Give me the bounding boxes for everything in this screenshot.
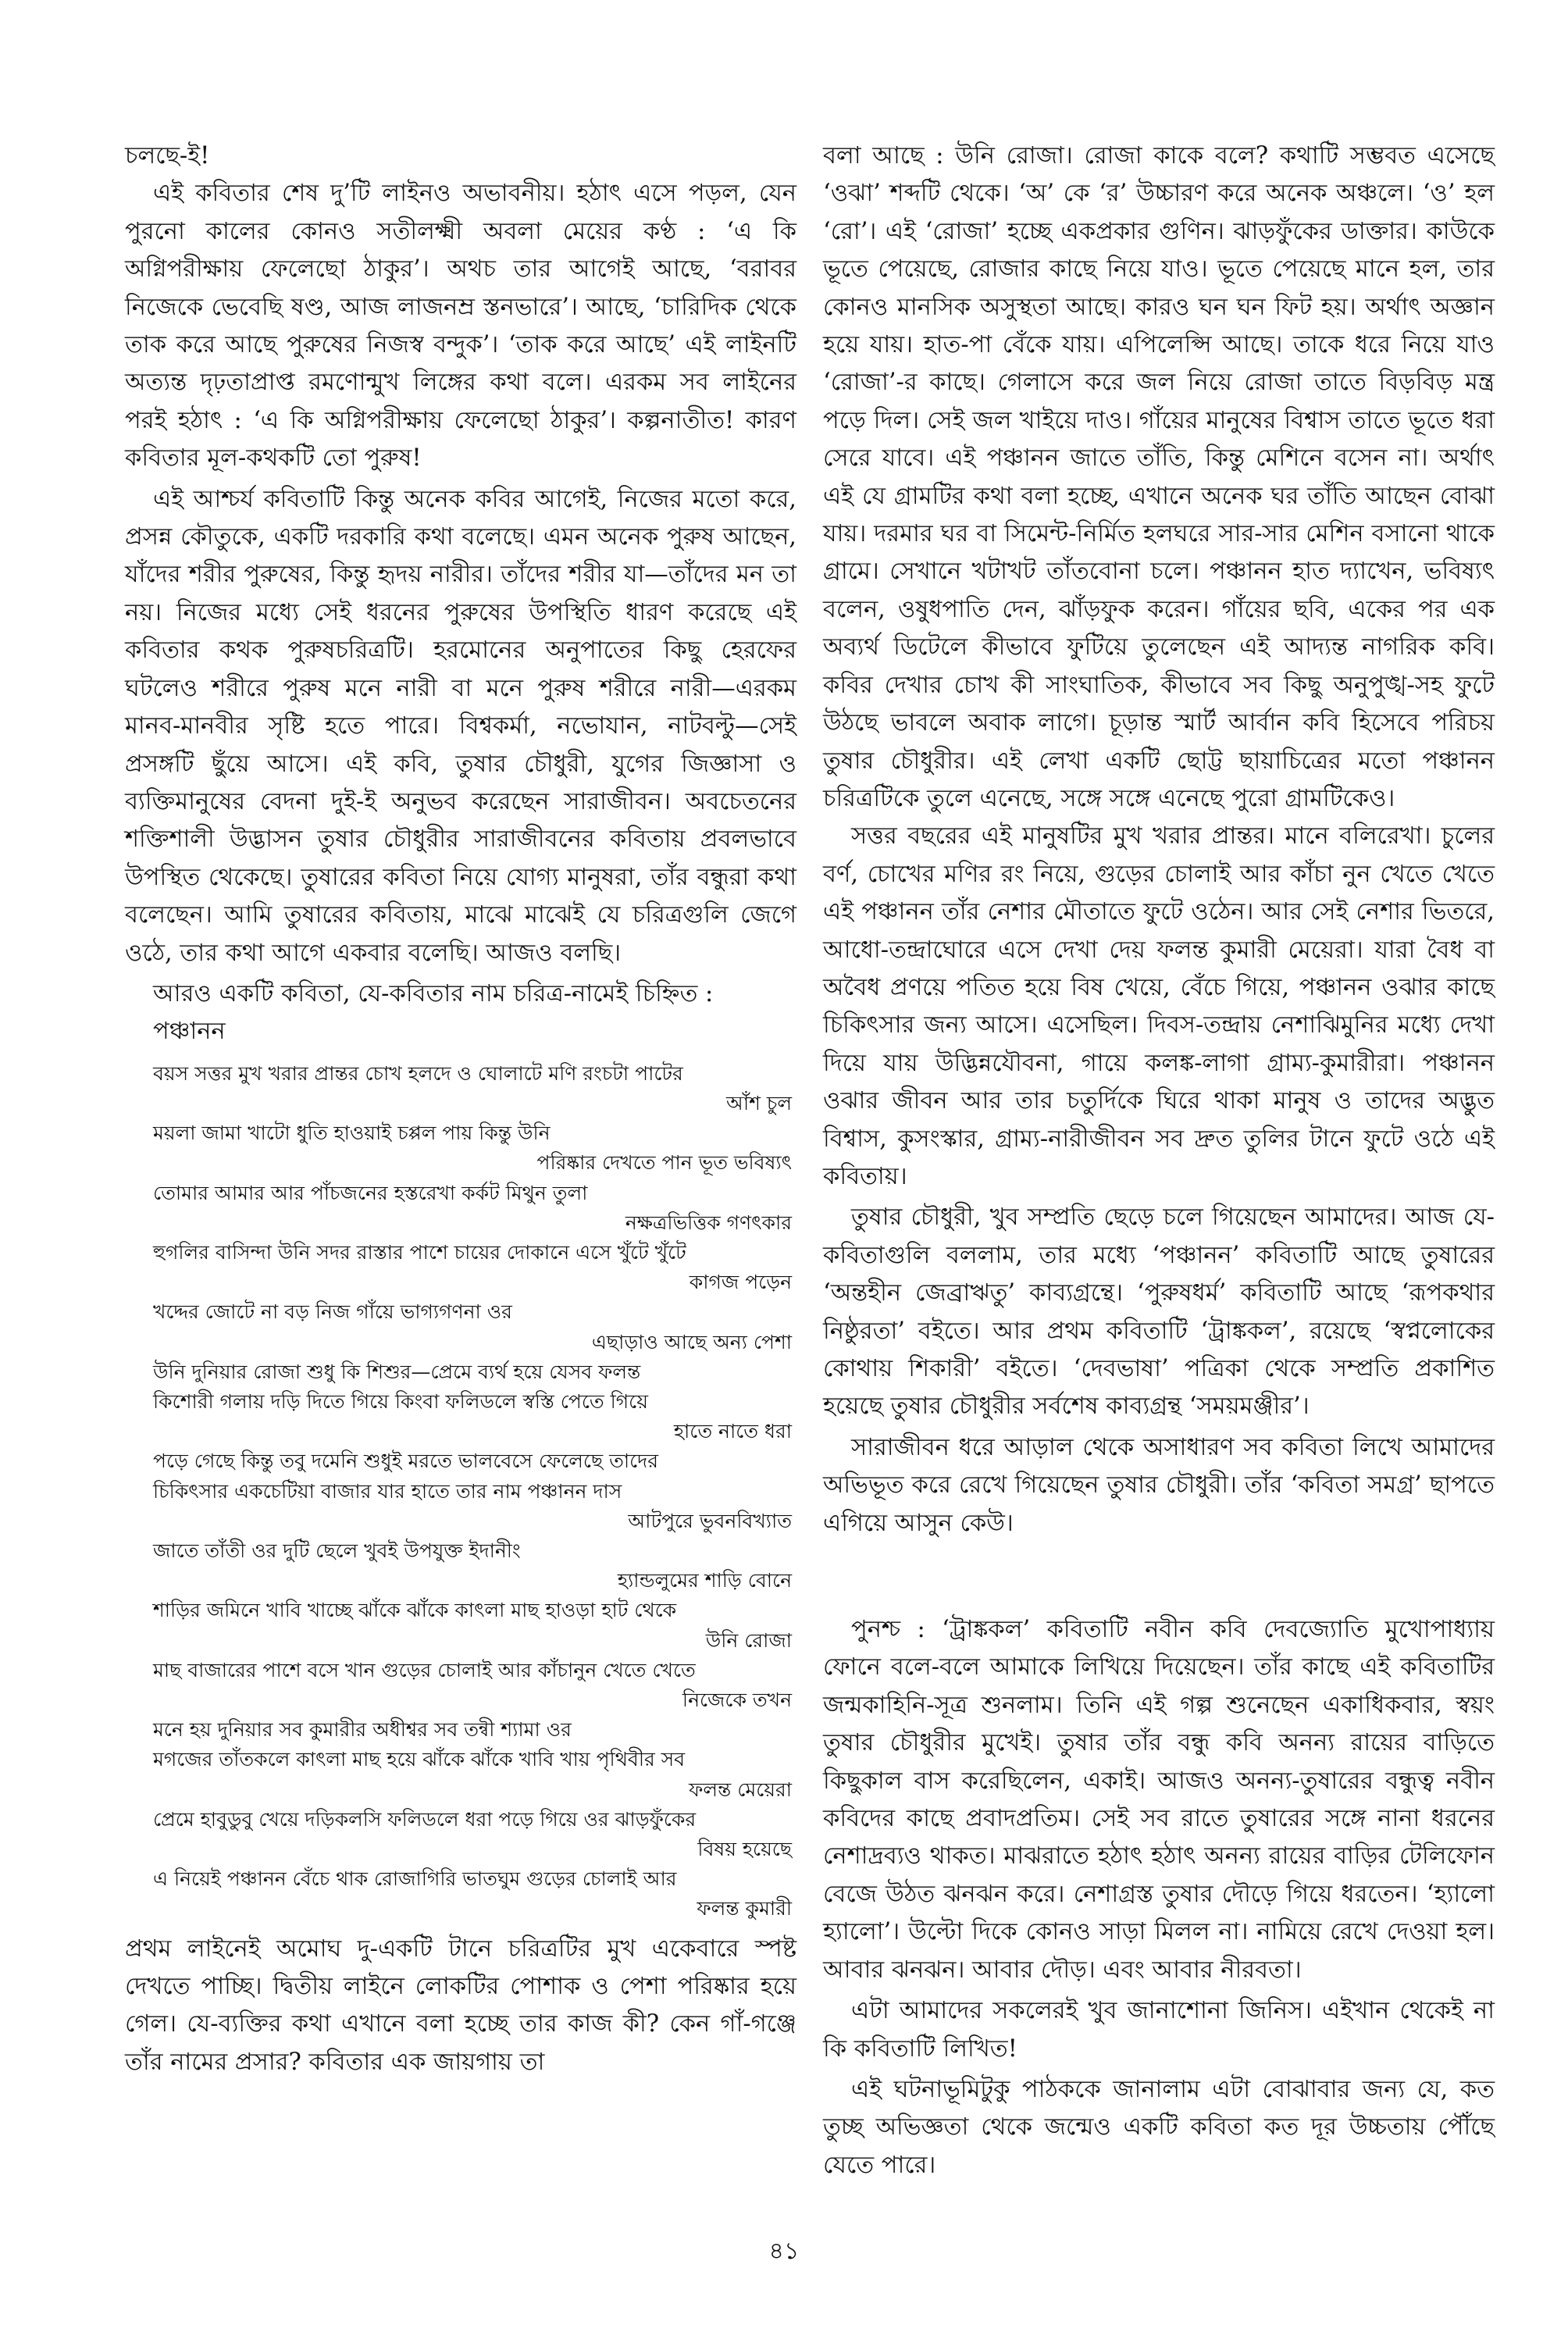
poem-line: এছাড়াও আছে অন্য পেশা xyxy=(591,1330,792,1353)
poem-line: মাছ বাজারের পাশে বসে খান গুড়ের চোলাই আর কাঁচানুন খেতে খেতে xyxy=(153,1658,696,1681)
poem-line: তোমার আমার আর পাঁচজনের হস্তরেখা কর্কট মিথুন তুলা xyxy=(153,1181,588,1204)
prose-paragraph: সারাজীবন ধরে আড়াল থেকে অসাধারণ সব কবিতা লিখে আমাদের অভিভূত করে রেখে গিয়েছেন তুষার চৌধুরী। তাঁর ‘কবিতা সমগ্র’ ছাপতে এগিয়ে আসুন কেউ। xyxy=(823,1433,1495,1537)
postscript-paragraph: এটা আমাদের সকলেরই খুব জানাশোনা জিনিস। এইখান থেকেই না কি কবিতাটি লিখিত! xyxy=(823,1997,1495,2063)
poem-line: বয়স সত্তর মুখ খরার প্রান্তর চোখ হলদে ও ঘোলাটে মণি রংচটা পাটের xyxy=(153,1061,683,1085)
poem-line: হুগলির বাসিন্দা উনি সদর রাস্তার পাশে চায়ের দোকানে এসে খুঁটে খুঁটে xyxy=(153,1240,686,1264)
prose-paragraph: প্রথম লাইনেই অমোঘ দু-একটি টানে চরিত্রটির মুখ একেবারে স্পষ্ট দেখতে পাচ্ছি। দ্বিতীয় লাইনে লোকটির পোশাক ও পেশা পরিষ্কার হয়ে গেল। যে-ব্যক্তির কথা এখানে বলা হচ্ছে তার কাজ কী? কেন গাঁ-গঞ্জে তাঁর নামের প্রসার? কবিতার এক জায়গায় তা xyxy=(125,1935,796,2076)
prose-paragraph: বলা আছে : উনি রোজা। রোজা কাকে বলে? কথাটি সম্ভবত এসেছে ‘ওঝা’ শব্দটি থেকে। ‘অ’ কে ‘র’ উচ্চারণ করে অনেক অঞ্চলে। ‘ও’ হল ‘রো’। এই ‘রোজা’ হচ্ছে একপ্রকার গুণিন। ঝাড়ফুঁকের ডাক্তার। কাউকে ভূতে পেয়েছে, রোজার কাছে নিয়ে যাও। ভূতে পেয়েছে মানে হল, তার কোনও মানসিক অসুস্থতা আছে। কারও ঘন ঘন ফিট হয়। অর্থাৎ অজ্ঞান হয়ে যায়। হাত-পা বেঁকে যায়। এপিলেপ্সি আছে। তাকে ধরে নিয়ে যাও ‘রোজা’-র কাছে। গেলাসে করে জল নিয়ে রোজা তাতে বিড়বিড় মন্ত্র পড়ে দিল। সেই জল খাইয়ে দাও। গাঁয়ের মানুষের বিশ্বাস তাতে ভূতে ধরা সেরে যাবে। এই পঞ্চানন জাতে তাঁতি, কিন্তু মেশিনে বসেন না। অর্থাৎ এই যে গ্রামটির কথা বলা হচ্ছে, এখানে অনেক ঘর তাঁতি আছেন বোঝা যায়। দরমার ঘর বা সিমেন্ট-নির্মিত হলঘরে সার-সার মেশিন বসানো থাকে গ্রামে। সেখানে খটাখট তাঁতবোনা চলে। পঞ্চানন হাত দ্যাখেন, ভবিষ্যৎ বলেন, ওষুধপাতি দেন, ঝাঁড়ফুক করেন। গাঁয়ের ছবি, একের পর এক অব্যর্থ ডিটেলে কীভাবে ফুটিয়ে তুলেছেন এই আদ্যন্ত নাগরিক কবি। কবির দেখার চোখ কী সাংঘাতিক, কীভাবে সব কিছু অনুপুঙ্খ-সহ ফুটে উঠছে ভাবলে অবাক লাগে। চূড়ান্ত স্মার্ট আর্বান কবি হিসেবে পরিচয় তুষার চৌধুরীর। এই লেখা একটি ছোট্ট ছায়াচিত্রের মতো পঞ্চানন চরিত্রটিকে তুলে এনেছে, সঙ্গে সঙ্গে এনেছে পুরো গ্রামটিকেও। xyxy=(823,142,1495,812)
prose-paragraph: তুষার চৌধুরী, খুব সম্প্রতি ছেড়ে চলে গিয়েছেন আমাদের। আজ যে-কবিতাগুলি বললাম, তার মধ্যে ‘পঞ্চানন’ কবিতাটি আছে তুষারের ‘অন্তহীন জেব্রাঋতু’ কাব্যগ্রন্থে। ‘পুরুষধর্ম’ কবিতাটি আছে ‘রূপকথার নিষ্ঠুরতা’ বইতে। আর প্রথম কবিতাটি ‘ট্রাঙ্ককল’, রয়েছে ‘স্বপ্নলোকের কোথায় শিকারী’ বইতে। ‘দেবভাষা’ পত্রিকা থেকে সম্প্রতি প্রকাশিত হয়েছে তুষার চৌধুরীর সর্বশেষ কাব্যগ্রন্থ ‘সময়মঞ্জীর’। xyxy=(823,1204,1495,1421)
poem-line: মনে হয় দুনিয়ার সব কুমারীর অধীশ্বর সব তন্বী শ্যামা ওর xyxy=(153,1718,572,1742)
poem-line: হাতে নাতে ধরা xyxy=(673,1420,792,1443)
poem-line: আটপুরে ভুবনবিখ্যাত xyxy=(628,1509,792,1532)
page-number: ৪১ xyxy=(768,2238,800,2265)
prose-paragraph: চলছে-ই! xyxy=(125,142,210,169)
poem-intro: আরও একটি কবিতা, যে-কবিতার নাম চরিত্র-নামেই চিহ্নিত : xyxy=(153,979,714,1007)
poem-line: ময়লা জামা খাটো ধুতি হাওয়াই চপ্পল পায় কিন্তু উনি xyxy=(153,1122,551,1145)
poem-line: কিশোরী গলায় দড়ি দিতে গিয়ে কিংবা ফলিডলে স্বস্তি পেতে গিয়ে xyxy=(153,1389,648,1413)
poem-line: নিজেকে তখন xyxy=(682,1689,792,1712)
poem-line: হ্যান্ডলুমের শাড়ি বোনে xyxy=(617,1569,792,1592)
poem-title: পঞ্চানন xyxy=(153,1018,226,1046)
poem-line: শাড়ির জমিনে খাবি খাচ্ছে ঝাঁকে ঝাঁকে কাৎলা মাছ হাওড়া হাট থেকে xyxy=(153,1599,677,1622)
poem-line: আঁশ চুল xyxy=(725,1091,792,1114)
poem-line: প্রেমে হাবুডুবু খেয়ে দড়িকলসি ফলিডলে ধরা পড়ে গিয়ে ওর ঝাড়ফুঁকের xyxy=(153,1807,697,1831)
poem-line: ফলন্ত মেয়েরা xyxy=(689,1778,792,1801)
poem-line: উনি দুনিয়ার রোজা শুধু কি শিশুর—প্রেমে ব্যর্থ হয়ে যেসব ফলন্ত xyxy=(153,1360,641,1383)
poem-line: জাতে তাঁতী ওর দুটি ছেলে খুবই উপযুক্ত ইদানীং xyxy=(153,1539,521,1562)
prose-paragraph: সত্তর বছরের এই মানুষটির মুখ খরার প্রান্তর। মানে বলিরেখা। চুলের বর্ণ, চোখের মণির রং নিয়ে, গুড়ের চোলাই আর কাঁচা নুন খেতে খেতে এই পঞ্চানন তাঁর নেশার মৌতাতে ফুটে ওঠেন। আর সেই নেশার ভিতরে, আধো-তন্দ্রাঘোরে এসে দেখা দেয় ফলন্ত কুমারী মেয়েরা। যারা বৈধ বা অবৈধ প্রণয়ে পতিত হয়ে বিষ খেয়ে, বেঁচে গিয়ে, পঞ্চানন ওঝার কাছে চিকিৎসার জন্য আসে। এসেছিল। দিবস-তন্দ্রায় নেশাঝিমুনির মধ্যে দেখা দিয়ে যায় উদ্ভিন্নযৌবনা, গায়ে কলঙ্ক-লাগা গ্রাম্য-কুমারীরা। পঞ্চানন ওঝার জীবন আর তার চতুর্দিকে ঘিরে থাকা মানুষ ও তাদের অদ্ভুত বিশ্বাস, কুসংস্কার, গ্রাম্য-নারীজীবন সব দ্রুত তুলির টানে ফুটে ওঠে এই কবিতায়। xyxy=(823,822,1495,1190)
poem-line: ফলন্ত কুমারী xyxy=(697,1897,792,1920)
poem-line: মগজের তাঁতকলে কাৎলা মাছ হয়ে ঝাঁকে ঝাঁকে খাবি খায় পৃথিবীর সব xyxy=(153,1748,686,1771)
postscript-paragraph: পুনশ্চ : ‘ট্রাঙ্ককল’ কবিতাটি নবীন কবি দেবজ্যোতি মুখোপাধ্যায় ফোনে বলে-বলে আমাকে লিখিয়ে দিয়েছেন। তাঁর কাছে এই কবিতাটির জন্মকাহিনি-সূত্র শুনলাম। তিনি এই গল্প শুনেছেন একাধিকবার, স্বয়ং তুষার চৌধুরীর মুখেই। তুষার তাঁর বন্ধু কবি অনন্য রায়ের বাড়িতে কিছুকাল বাস করেছিলেন, একাই। আজও অনন্য-তুষারের বন্ধুত্ব নবীন কবিদের কাছে প্রবাদপ্রতিম। সেই সব রাতে তুষারের সঙ্গে নানা ধরনের নেশাদ্রব্যও থাকত। মাঝরাতে হঠাৎ হঠাৎ অনন্য রায়ের বাড়ির টেলিফোন বেজে উঠত ঝনঝন করে। নেশাগ্রস্ত তুষার দৌড়ে গিয়ে ধরতেন। ‘হ্যালো হ্যালো’। উল্টো দিকে কোনও সাড়া মিলল না। নামিয়ে রেখে দেওয়া হল। আবার ঝনঝন। আবার দৌড়। এবং আবার নীরবতা। xyxy=(823,1616,1495,1984)
right-column xyxy=(823,137,1495,2188)
poem-line: খদ্দের জোটে না বড় নিজ গাঁয়ে ভাগ্যগণনা ওর xyxy=(153,1300,512,1324)
poem-line: বিষয় হয়েছে xyxy=(697,1838,792,1861)
poem-line: পড়ে গেছে কিন্তু তবু দমেনি শুধুই মরতে ভালবেসে ফেলেছে তাদের xyxy=(153,1450,659,1473)
poem-line: উনি রোজা xyxy=(705,1628,792,1652)
poem-line: পরিষ্কার দেখতে পান ভূত ভবিষ্যৎ xyxy=(536,1151,792,1175)
prose-paragraph: এই আশ্চর্য কবিতাটি কিন্তু অনেক কবির আগেই, নিজের মতো করে, প্রসন্ন কৌতুকে, একটি দরকারি কথা বলেছে। এমন অনেক পুরুষ আছেন, যাঁদের শরীর পুরুষের, কিন্তু হৃদয় নারীর। তাঁদের শরীর যা—তাঁদের মন তা নয়। নিজের মধ্যে সেই ধরনের পুরুষের উপস্থিতি ধারণ করেছে এই কবিতার কথক পুরুষচরিত্রটি। হরমোনের অনুপাতের কিছু হেরফের ঘটলেও শরীরে পুরুষ মনে নারী বা মনে পুরুষ শরীরে নারী—এরকম মানব-মানবীর সৃষ্টি হতে পারে। বিশ্বকর্মা, নভোযান, নাটবল্টু—সেই প্রসঙ্গটি ছুঁয়ে আসে। এই কবি, তুষার চৌধুরী, যুগের জিজ্ঞাসা ও ব্যক্তিমানুষের বেদনা দুই-ই অনুভব করেছেন সারাজীবন। অবচেতনের শক্তিশালী উদ্ভাসন তুষার চৌধুরীর সারাজীবনের কবিতায় প্রবলভাবে উপস্থিত থেকেছে। তুষারের কবিতা নিয়ে যোগ্য মানুষরা, তাঁর বন্ধুরা কথা বলেছেন। আমি তুষারের কবিতায়, মাঝে মাঝেই যে চরিত্রগুলি জেগে ওঠে, তার কথা আগে একবার বলেছি। আজও বলছি। xyxy=(125,485,796,967)
poem xyxy=(125,1059,796,1924)
section-gap xyxy=(823,1546,1495,1611)
poem-line: এ নিয়েই পঞ্চানন বেঁচে থাক রোজাগিরি ভাতঘুম গুড়ের চোলাই আর xyxy=(153,1867,677,1891)
postscript-paragraph: এই ঘটনাভূমিটুকু পাঠককে জানালাম এটা বোঝাবার জন্য যে, কত তুচ্ছ অভিজ্ঞতা থেকে জন্মেও একটি কবিতা কত দূর উচ্চতায় পৌঁছে যেতে পারে। xyxy=(823,2075,1495,2179)
poem-line: নক্ষত্রভিত্তিক গণৎকার xyxy=(625,1211,792,1234)
poem-line: চিকিৎসার একচেটিয়া বাজার যার হাতে তার নাম পঞ্চানন দাস xyxy=(153,1479,622,1503)
left-column xyxy=(125,137,796,2084)
poem-line: কাগজ পড়েন xyxy=(689,1271,792,1294)
prose-paragraph: এই কবিতার শেষ দু’টি লাইনও অভাবনীয়। হঠাৎ এসে পড়ল, যেন পুরনো কালের কোনও সতীলক্ষ্মী অবলা মেয়ের কণ্ঠ : ‘এ কি অগ্নিপরীক্ষায় ফেলেছো ঠাকুর’। অথচ তার আগেই আছে, ‘বরাবর নিজেকে ভেবেছি ষণ্ড, আজ লাজনম্র স্তনভারে’। আছে, ‘চারিদিক থেকে তাক করে আছে পুরুষের নিজস্ব বন্দুক’। ‘তাক করে আছে’ এই লাইনটি অত্যন্ত দৃঢ়তাপ্রাপ্ত রমণোন্মুখ লিঙ্গের কথা বলে। এরকম সব লাইনের পরই হঠাৎ : ‘এ কি অগ্নিপরীক্ষায় ফেলেছো ঠাকুর’। কল্পনাতীত! কারণ কবিতার মূল-কথকটি তো পুরুষ! xyxy=(125,180,796,472)
